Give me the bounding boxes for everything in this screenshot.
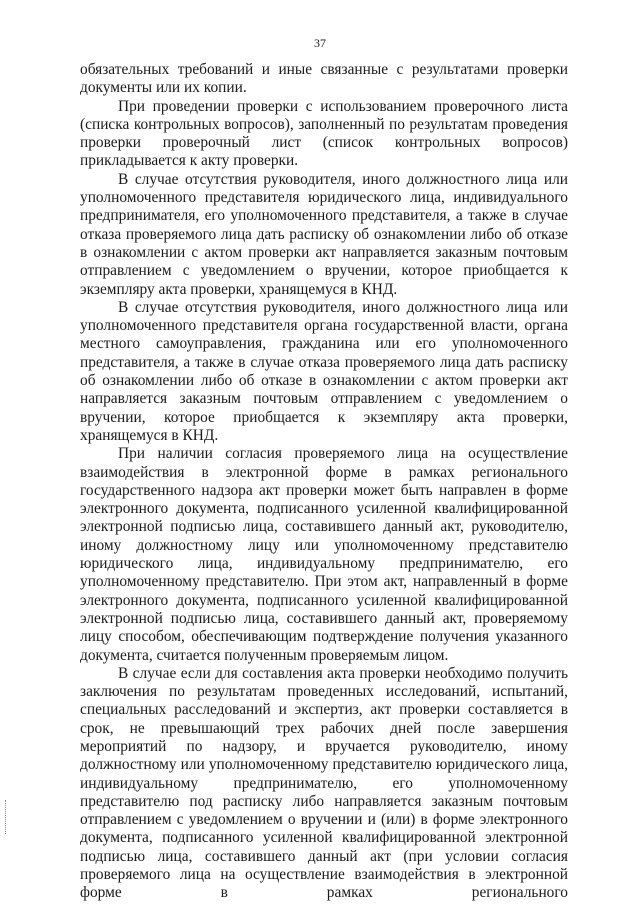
paragraph-continuation: обязательных требований и иные связанные с результатами проверки документы или их копии. [80, 61, 568, 97]
paragraph-checklist: При проведении проверки с использованием проверочного листа (списка контрольных вопросов), заполненный по результатам проведения проверки проверочный лист (список контрольных вопросов) прикладывается к акту проверки. [80, 97, 568, 170]
paragraph-expert-conclusions: В случае если для составления акта проверки необходимо получить заключения по результатам проведенных исследований, испытаний, специальных расследований и экспертиз, акт проверки составляется в срок, не превышающий трех рабочих дней после завершения мероприятий по надзору, и вручается руководителю, иному должностному или уполномоченному представителю юридического лица, индивидуальному предпринимателю, его уполномоченному представителю под расписку либо направляется заказным почтовым отправлением с уведомлением о вручении и (или) в форме электронного документа, подписанного усиленной квалифицированной электронной подписью лица, составившего данный акт (при условии согласия проверяемого лица на осуществление взаимодействия в электронной форме в рамках регионального [80, 664, 568, 902]
paragraph-absence-legal-entity: В случае отсутствия руководителя, иного должностного лица или уполномоченного представителя юридического лица, индивидуального предпринимателя, его уполномоченного представителя, а также в случае отказа проверяемого лица дать расписку об ознакомлении либо об отказе в ознакомлении с актом проверки акт направляется заказным почтовым отправлением с уведомлением о вручении, которое приобщается к экземпляру акта проверки, хранящемуся в КНД. [80, 170, 568, 298]
page-number: 37 [314, 36, 326, 50]
paragraph-electronic-form: При наличии согласия проверяемого лица на осуществление взаимодействия в электронной форме в рамках регионального государственного надзора акт проверки может быть направлен в форме электронного документа, подписанного усиленной квалифицированной электронной подписью лица, составившего данный акт, руководителю, иному должностному лицу или уполномоченному представителю юридического лица, индивидуальному предпринимателю, его уполномоченному представителю. При этом акт, направленный в форме электронного документа, подписанного усиленной квалифицированной электронной подписью лица, составившего данный акт, проверяемому лицу способом, обеспечивающим подтверждение получения указанного документа, считается полученным проверяемым лицом. [80, 445, 568, 664]
margin-mark [5, 800, 7, 834]
document-body [80, 61, 568, 903]
paragraph-absence-authority: В случае отсутствия руководителя, иного должностного лица или уполномоченного представителя органа государственной власти, органа местного самоуправления, гражданина или его уполномоченного представителя, а также в случае отказа проверяемого лица дать расписку об ознакомлении либо об отказе в ознакомлении с актом проверки акт направляется заказным почтовым отправлением с уведомлением о вручении, которое приобщается к экземпляру акта проверки, хранящемуся в КНД. [80, 298, 568, 444]
